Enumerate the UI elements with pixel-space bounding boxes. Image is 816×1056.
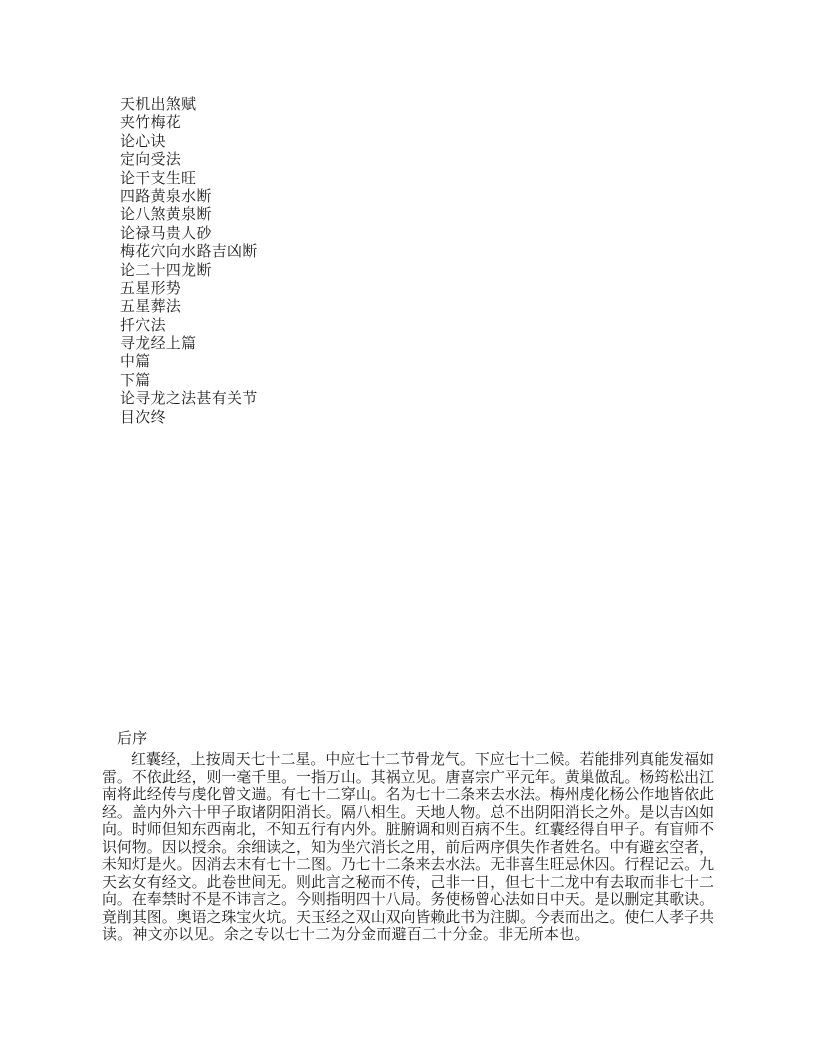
- postscript-line: 未知灯是火。因消去末有七十二图。乃七十二条来去水法。无非喜生旺忌休囚。行程记云。九: [102, 857, 714, 873]
- postscript-line: 向。在奉禁时不是不讳言之。今则指明四十八局。务使杨曾心法如日中天。是以删定其歌诀。: [102, 892, 714, 908]
- toc-item: 天机出煞赋: [120, 97, 197, 113]
- toc-item: 论禄马贵人砂: [120, 225, 212, 242]
- postscript-line: 雷。不依此经，则一毫千里。一指万山。其祸立见。唐喜宗广平元年。黄巢做乱。杨筠松出江: [102, 769, 714, 786]
- postscript-line: 红囊经，上按周天七十二星。中应七十二节骨龙气。下应七十二候。若能排列真能发福如: [131, 752, 714, 768]
- toc-item: 论干支生旺: [120, 170, 197, 187]
- postscript-line: 天玄女有经文。此卷世间无。则此言之秘而不传，己非一日，但七十二龙中有去取而非七十二: [102, 874, 714, 891]
- postscript-line: 识何物。因以授余。余细读之，知为坐穴消长之用，前后两序俱失作者姓名。中有避玄空者，: [102, 839, 714, 856]
- postscript-line: 竟削其图。奥语之珠宝火坑。天玉经之双山双向皆赖此书为注脚。今表而出之。使仁人孝子共: [102, 909, 714, 926]
- postscript-heading: 后序: [117, 731, 148, 747]
- table-of-contents: [120, 96, 258, 427]
- toc-item: 五星葬法: [120, 299, 182, 316]
- toc-item: 扦穴法: [120, 317, 166, 334]
- toc-item: 四路黄泉水断: [120, 188, 212, 205]
- toc-item: 五星形势: [120, 280, 182, 297]
- postscript-line: 向。时师但知东西南北，不知五行有内外。脏腑调和则百病不生。红囊经得自甲子。有盲师不: [102, 822, 714, 838]
- toc-item: 寻龙经上篇: [120, 336, 197, 353]
- toc-item: 中篇: [120, 354, 151, 371]
- toc-item: 目次终: [120, 409, 166, 426]
- postscript-paragraph: [102, 752, 714, 945]
- toc-item: 夹竹梅花: [120, 115, 182, 132]
- postscript-line: 经。盖内外六十甲子取诸阴阳消长。隔八相生。天地人物。总不出阴阳消长之外。是以吉凶如: [102, 804, 714, 821]
- postscript-line: 南将此经传与虔化曾文遄。有七十二穿山。名为七十二条来去水法。梅州虔化杨公作地皆依此: [102, 787, 714, 803]
- toc-item: 下篇: [120, 372, 151, 389]
- toc-item: 论八煞黄泉断: [120, 207, 212, 224]
- toc-item: 定向受法: [120, 152, 182, 169]
- postscript-line: 读。神文亦以见。余之专以七十二为分金而避百二十分金。非无所本也。: [102, 927, 590, 943]
- toc-item: 论二十四龙断: [120, 262, 212, 279]
- toc-item: 论心诀: [120, 133, 166, 150]
- toc-item: 论寻龙之法甚有关节: [120, 391, 258, 408]
- toc-item: 梅花穴向水路吉凶断: [120, 244, 258, 261]
